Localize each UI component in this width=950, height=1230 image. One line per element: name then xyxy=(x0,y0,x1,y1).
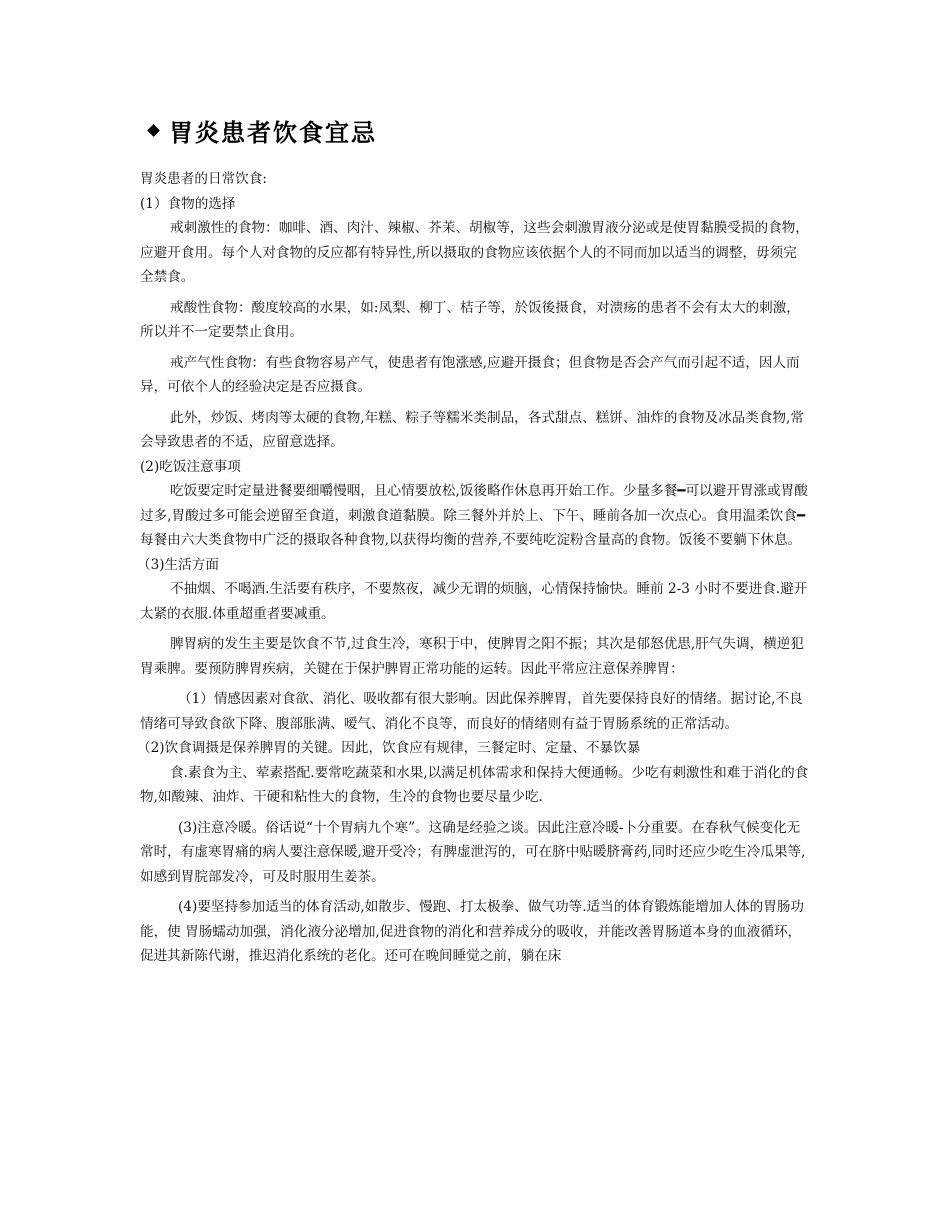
paragraph-hard-foods: 此外，炒饭、烤肉等太硬的食物,年糕、粽子等糯米类制品，各式甜点、糕饼、油炸的食物及冰品类食物,常会导致患者的不适，应留意选择。 xyxy=(140,409,804,450)
paragraph-warmth: (3)注意冷暖。俗话说“十个胃病九个寒”。这确是经验之谈。因此注意冷暖-卜分重要。在春秋气候变化无常时，有虚寒胃痛的病人要注意保暖,避开受冷；有脾虚泄泻的，可在脐中贴暖脐膏药,同时还应少吃生冷瓜果等,如感到胃脘部发冷，可及时服用生姜茶。 xyxy=(140,819,806,885)
section-heading-1: (1）食物的选择 xyxy=(140,195,236,212)
diamond-bullet-icon xyxy=(147,124,160,137)
document-body xyxy=(137,167,810,969)
paragraph-diet-first-line: （2)饮食调摄是保养脾胃的关键。因此，饮食应有规律，三餐定时、定量、不暴饮暴 xyxy=(137,740,641,756)
intro-line: 胃炎患者的日常饮食: xyxy=(140,171,267,187)
paragraph-spleen-stomach: 脾胃病的发生主要是饮食不节,过食生冷，寒积于中，使脾胃之阳不振；其次是郁怒优思,肝气失调，横逆犯胃乘脾。要预防脾胃疾病，关键在于保护脾胃正常功能的运转。因此平常应注意保养脾胃： xyxy=(140,636,804,677)
document-title: 胃炎患者饮食宜忌 xyxy=(169,118,377,147)
paragraph-emotions: （1）情感因素对食欲、消化、吸收都有很大影响。因此保养脾胃，首先要保持良好的情绪。据讨论,不良情绪可导致食欲下降、腹部胀满、嗳气、消化不良等，而良好的情绪则有益于胃肠系统的正常活动。 xyxy=(140,691,803,732)
section-heading-3: （3)生活方面 xyxy=(137,556,219,573)
paragraph-eating-notes: 吃饭要定时定量进餐要细嚼慢咽，且心情要放松,饭後略作休息再开始工作。少量多餐━可以避开胃涨或胃酸过多,胃酸过多可能会逆留至食道，刺激食道黏膜。除三餐外并於上、下午、睡前各加一次点心。食用温柔饮食━每餐由六大类食物中广泛的摄取各种食物,以获得均衡的营养,不要纯吃淀粉含量高的食物。饭後不要躺下休息。 xyxy=(140,483,808,548)
paragraph-acidic-foods: 戒酸性食物：酸度较高的水果，如:凤梨、柳丁、桔子等，於饭後摄食，对溃疡的患者不会有太大的刺激，所以并不一定要禁止食用。 xyxy=(140,299,800,340)
paragraph-lifestyle: 不抽烟、不喝酒.生活要有秩序，不要熬夜，减少无谓的烦脑，心情保持愉快。睡前 2-3 小时不要进食.避开太紧的衣服.体重超重者要减重。 xyxy=(140,581,808,622)
paragraph-gas-foods: 戒产气性食物：有些食物容易产气，使患者有饱涨感,应避开摄食；但食物是否会产气而引起不适，因人而异，可依个人的经验决定是否应摄食。 xyxy=(140,354,800,395)
paragraph-exercise: (4)要坚持参加适当的体育活动,如散步、慢跑、打太极拳、做气功等.适当的体育锻炼能增加人体的胃肠功能，使 胃肠蠕动加强，消化液分泌增加,促进食物的消化和营养成分的吸收，并能改善胃肠道本身的血液循环，促进其新陈代谢，推迟消化系统的老化。还可在晚间睡觉之前，躺在床 xyxy=(140,899,805,964)
paragraph-diet-rest: 食.素食为主、荤素搭配.要常吃蔬菜和水果,以满足机体需求和保持大便通畅。少吃有刺激性和难于消化的食物,如酸辣、油炸、干硬和粘性大的食物，生冷的食物也要尽量少吃. xyxy=(140,764,809,805)
paragraph-spicy-foods: 戒刺激性的食物：咖啡、酒、肉汁、辣椒、芥茉、胡椒等，这些会刺激胃液分泌或是使胃黏膜受损的食物，应避开食用。每个人对食物的反应都有特异性,所以摄取的食物应该依据个人的不同而加以适当的调整，毋须完全禁食。 xyxy=(140,220,809,285)
document-page xyxy=(137,108,810,969)
section-heading-2: (2)吃饭注意事项 xyxy=(140,458,241,475)
title-row xyxy=(146,108,810,152)
